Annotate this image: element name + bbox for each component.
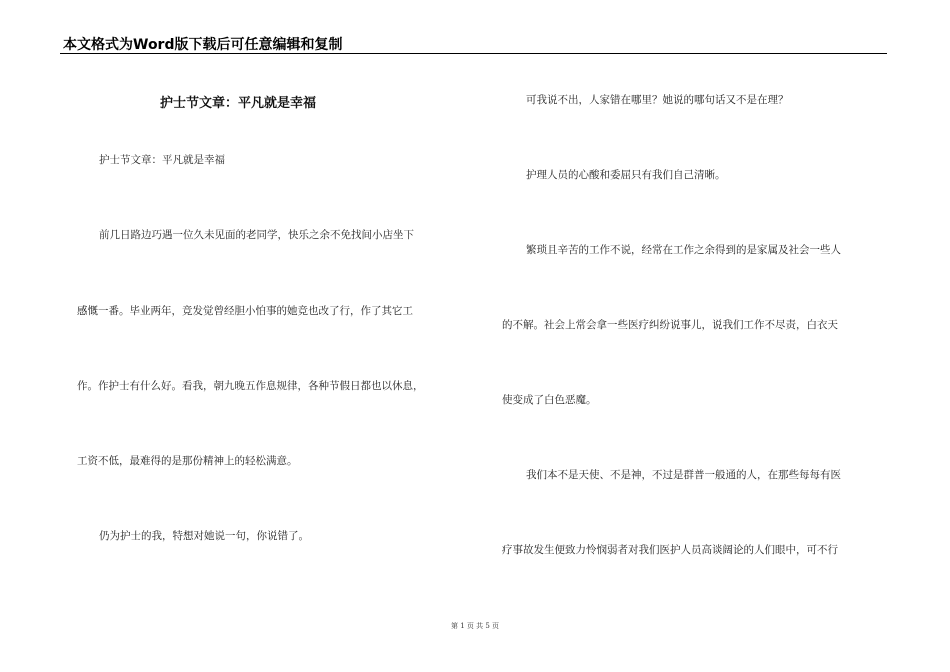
right-paragraph-line: 疗事故发生便致力怜悯弱者对我们医护人员高谈阔论的人们眼中，可不行 xyxy=(502,544,838,556)
left-paragraph-line: 作。作护士有什么好。看我，朝九晚五作息规律，各种节假日都也以休息， xyxy=(77,380,424,392)
right-paragraph-line: 可我说不出，人家错在哪里？她说的哪句话又不是在理？ xyxy=(526,94,789,106)
left-paragraph-line: 工资不低，最难得的是那份精神上的轻松满意。 xyxy=(77,455,298,467)
right-paragraph-line: 的不解。社会上常会拿一些医疗纠纷说事儿，说我们工作不尽责，白衣天 xyxy=(502,319,838,331)
download-banner: 本文格式为Word版下载后可任意编辑和复制 xyxy=(63,37,343,53)
left-paragraph-line: 护士节文章：平凡就是幸福 xyxy=(99,154,225,166)
right-paragraph-line: 使变成了白色恶魔。 xyxy=(502,394,597,406)
article-title: 护士节文章：平凡就是幸福 xyxy=(160,96,317,111)
banner-divider xyxy=(60,53,887,54)
left-paragraph-line: 感慨一番。毕业两年，竞发觉曾经胆小怕事的她竞也改了行，作了其它工 xyxy=(77,305,413,317)
page-number: 第 1 页 共 5 页 xyxy=(450,622,500,630)
right-paragraph-line: 我们本不是天使、不是神，不过是群普一般通的人，在那些每每有医 xyxy=(526,469,841,481)
left-paragraph-line: 仍为护士的我，特想对她说一句，你说错了。 xyxy=(99,530,309,542)
right-paragraph-line: 繁琐且辛苦的工作不说，经常在工作之余得到的是家属及社会一些人 xyxy=(526,244,841,256)
left-paragraph-line: 前几日路边巧遇一位久未见面的老同学，快乐之余不免找间小店坐下 xyxy=(99,229,414,241)
right-paragraph-line: 护理人员的心酸和委屈只有我们自己清晰。 xyxy=(526,169,726,181)
